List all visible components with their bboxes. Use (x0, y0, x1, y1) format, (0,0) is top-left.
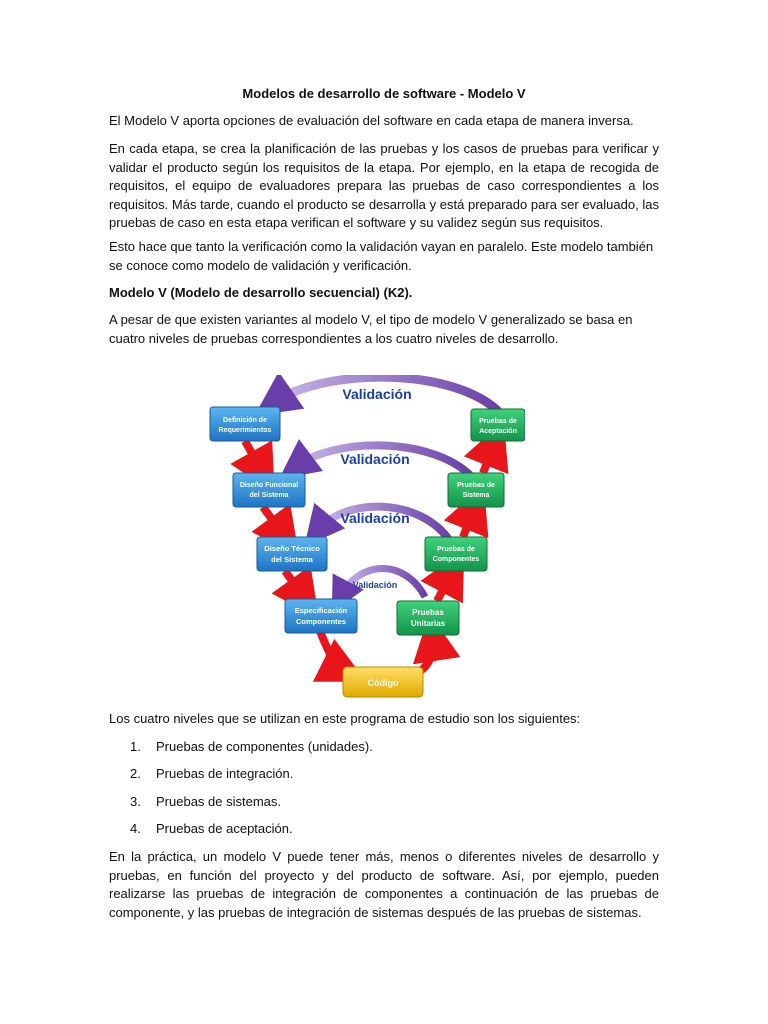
validation-label-1: Validación (342, 386, 412, 402)
arrow-down-1 (245, 441, 263, 473)
levels-intro-paragraph: Los cuatro niveles que se utilizan en este programa de estudio son los siguientes: (109, 711, 581, 726)
svg-text:del Sistema: del Sistema (249, 492, 289, 499)
section-heading: Modelo V (Modelo de desarrollo secuencial) (K2). (109, 285, 413, 300)
svg-text:Diseño Funcional: Diseño Funcional (239, 482, 299, 489)
box-pruebas-unitarias (397, 601, 459, 635)
list-item: 2. Pruebas de integración. (130, 766, 294, 782)
svg-text:Aceptación: Aceptación (479, 428, 517, 435)
box-diseno-tecnico (257, 537, 327, 571)
svg-text:Código: Código (367, 678, 399, 688)
box-pruebas-aceptacion (471, 409, 525, 441)
stages-paragraph: En cada etapa, se crea la planificación de las pruebas y los casos de pruebas para verificar y validar el producto según los requisitos de la etapa. Por ejemplo, en la etapa de recogida de requisitos, el equipo de evaluadores prepara las pruebas de caso correspondientes a los requisitos. Más tarde, cuando el producto se desarrolla y está preparado para ser evaluado, las pruebas de caso en esta etapa verifican el software y su validez según sus requisitos. (109, 141, 659, 230)
arrow-up-1 (420, 637, 433, 671)
svg-text:Unitarias: Unitarias (410, 619, 446, 628)
list-item: 3. Pruebas de sistemas. (130, 793, 282, 809)
intro-paragraph: El Modelo V aporta opciones de evaluación del software en cada etapa de manera inversa. (109, 113, 634, 128)
validation-label-3: Validación (340, 510, 410, 526)
box-codigo (343, 667, 423, 697)
arrow-up-2 (437, 571, 453, 601)
svg-text:Componentes: Componentes (432, 556, 480, 563)
validation-label-4: Validación (352, 580, 398, 590)
arrow-down-3 (285, 571, 305, 599)
list-item: 4. Pruebas de aceptación. (130, 820, 293, 836)
svg-text:del Sistema: del Sistema (271, 555, 313, 564)
box-diseno-funcional (233, 473, 305, 507)
box-definicion-requerimientos (210, 407, 280, 441)
svg-text:Pruebas de: Pruebas de (479, 418, 517, 425)
arrow-up-3 (463, 507, 475, 537)
svg-text:Definición de: Definición de (223, 417, 267, 424)
document-title: Modelos de desarrollo de software - Modelo V (242, 86, 526, 101)
svg-text:Sistema: Sistema (462, 492, 490, 499)
levels-list (130, 738, 373, 847)
variants-paragraph: A pesar de que existen variantes al modelo V, el tipo de modelo V generalizado se basa en cuatro niveles de pruebas correspondientes a los cuatro niveles de desarrollo. (109, 312, 633, 346)
v-model-diagram (205, 375, 525, 705)
svg-text:Diseño Técnico: Diseño Técnico (264, 544, 320, 553)
arrow-down-4 (320, 631, 345, 671)
svg-text:Requerimientos: Requerimientos (218, 427, 272, 434)
svg-text:Especificación: Especificación (294, 606, 348, 615)
svg-text:Pruebas de: Pruebas de (437, 546, 475, 553)
arrow-down-2 (263, 507, 285, 537)
svg-text:Componentes: Componentes (295, 617, 347, 626)
box-pruebas-sistema (448, 473, 504, 507)
list-item: 1. Pruebas de componentes (unidades). (130, 739, 373, 754)
validation-label-2: Validación (340, 451, 410, 467)
parallel-paragraph: Esto hace que tanto la verificación como la validación vayan en paralelo. Este modelo también se conoce como modelo de validación y verificación. (109, 239, 654, 273)
box-especificacion-componentes (285, 599, 357, 633)
box-pruebas-componentes (425, 537, 487, 571)
svg-text:Pruebas de: Pruebas de (457, 482, 495, 489)
practice-paragraph: En la práctica, un modelo V puede tener más, menos o diferentes niveles de desarrollo y pruebas, en función del proyecto y del producto de software. Así, por ejemplo, pueden realizarse las pruebas de integración de componentes a continuación de las pruebas de componente, y las pruebas de integración de sistemas después de las pruebas de sistemas. (109, 849, 659, 920)
svg-text:Pruebas: Pruebas (412, 608, 444, 617)
arrow-up-4 (483, 443, 495, 473)
